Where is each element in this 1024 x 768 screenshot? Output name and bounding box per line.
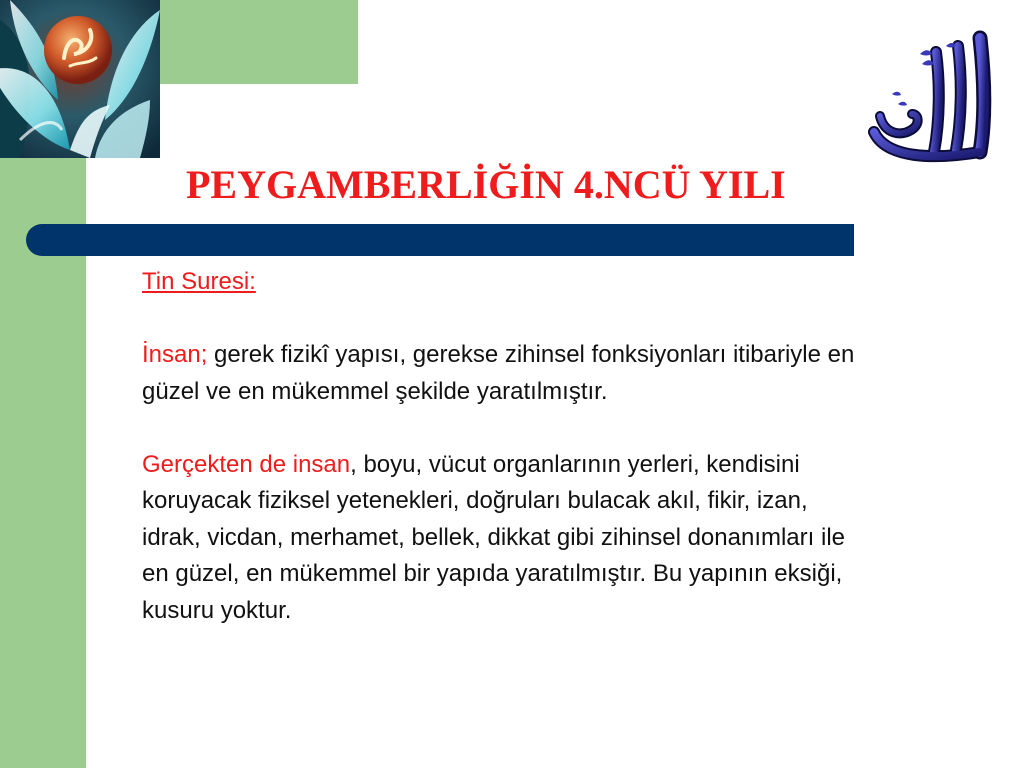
section-heading-text: Tin Suresi:	[142, 268, 256, 295]
decorative-painting-image	[0, 0, 160, 158]
paragraph-1	[142, 337, 862, 410]
paragraph-2-lead: Gerçekten de insan	[142, 450, 351, 478]
paragraph-1-lead: İnsan;	[142, 341, 208, 368]
section-heading	[142, 264, 862, 301]
paragraph-2	[142, 447, 862, 630]
arabic-calligraphy-image	[862, 24, 1002, 166]
paragraph-1-text: gerek fizikî yapısı, gerekse zihinsel fonksiyonları itibariyle en güzel ve en mükemmel şekilde yaratılmıştır.	[142, 341, 855, 405]
title-divider-bar	[26, 224, 854, 256]
paragraph-2-text: , boyu, vücut organlarının yerleri, kendisini koruyacak fiziksel yetenekleri, doğruları bulacak akıl, fikir, izan, idrak, vicdan, merhamet, bellek, dikkat gibi zihinsel donanımları ile en güzel, en mükemmel bir yapıda yaratılmıştır. Bu yapının eksiği, kusuru yoktur.	[142, 450, 845, 624]
slide-title: PEYGAMBERLİĞİN 4.NCÜ YILI	[186, 162, 786, 207]
paragraph-spacer	[142, 410, 862, 447]
paragraph-spacer	[142, 301, 862, 338]
slide-body	[142, 264, 862, 629]
